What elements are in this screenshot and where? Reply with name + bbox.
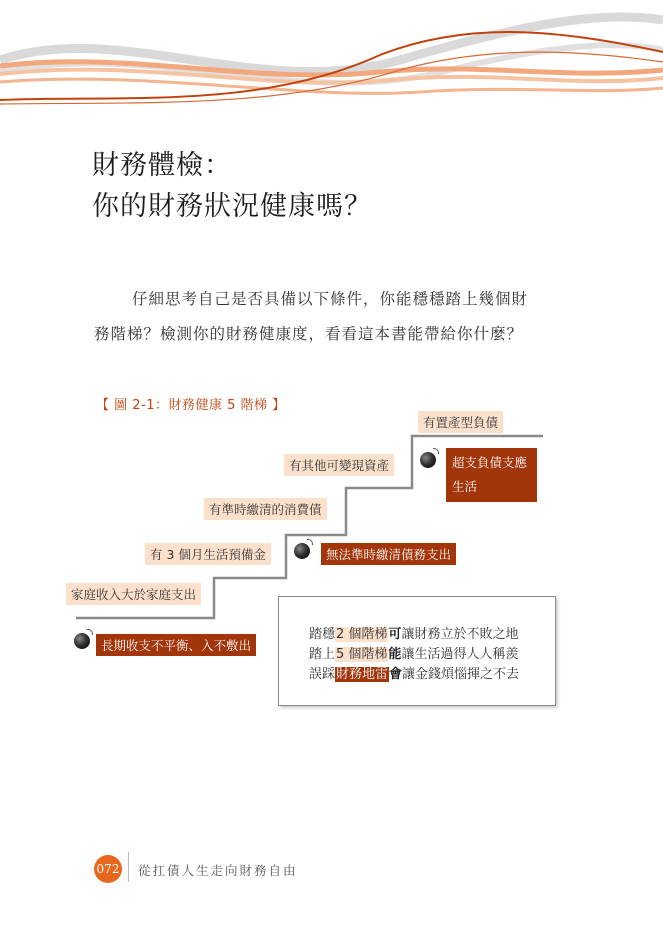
step-4-label: 有其他可變現資產 xyxy=(284,454,394,476)
note-text: 踏穩 xyxy=(309,627,336,642)
step-1-label: 家庭收入大於家庭支出 xyxy=(66,583,201,605)
note-emphasis: 可 xyxy=(388,627,402,642)
step-3-label: 有準時繳清的消費債 xyxy=(204,498,327,520)
intro-paragraph-line-2: 務階梯？檢測你的財務健康度，看看這本書能帶給你什麼？ xyxy=(94,325,524,343)
note-highlight: 2 個階梯 xyxy=(336,627,388,642)
figure-caption: 【 圖 2-1：財務健康 5 階梯 】 xyxy=(96,398,286,413)
note-emphasis: 能 xyxy=(388,647,402,662)
warning-label-3: 超支負債支應生活 xyxy=(446,448,537,502)
note-line-2 xyxy=(309,643,518,662)
note-highlight: 5 個階梯 xyxy=(336,647,388,662)
note-text: 誤踩 xyxy=(309,667,336,682)
header-wave-decoration xyxy=(0,0,663,120)
step-2-label: 有 3 個月生活預備金 xyxy=(145,543,271,565)
page-number: 072 xyxy=(94,855,122,883)
note-text: 踏上 xyxy=(309,647,336,662)
note-line-3 xyxy=(309,663,519,682)
note-text: 讓金錢煩惱揮之不去 xyxy=(402,667,520,682)
note-text: 讓財務立於不敗之地 xyxy=(401,627,519,642)
bomb-icon xyxy=(294,543,310,559)
footer-divider xyxy=(128,852,129,882)
note-line-1 xyxy=(309,623,518,642)
bomb-icon xyxy=(420,452,436,468)
intro-paragraph-line-1: 仔細思考自己是否具備以下條件，你能穩穩踏上幾個財 xyxy=(132,290,529,308)
warning-label-1: 長期收支不平衡、入不敷出 xyxy=(96,634,256,656)
page-title-line-1: 財務體檢： xyxy=(92,150,232,181)
step-5-label: 有置產型負債 xyxy=(418,411,503,433)
warning-label-2: 無法準時繳清債務支出 xyxy=(321,543,456,565)
note-emphasis: 會 xyxy=(389,667,403,682)
summary-note-box xyxy=(278,596,556,706)
note-text: 讓生活過得人人稱羨 xyxy=(401,647,519,662)
bomb-icon xyxy=(74,633,90,649)
running-book-title: 從扛債人生走向財務自由 xyxy=(138,863,298,878)
page-title-line-2: 你的財務狀況健康嗎？ xyxy=(92,191,372,222)
note-highlight: 財務地雷 xyxy=(336,667,389,682)
